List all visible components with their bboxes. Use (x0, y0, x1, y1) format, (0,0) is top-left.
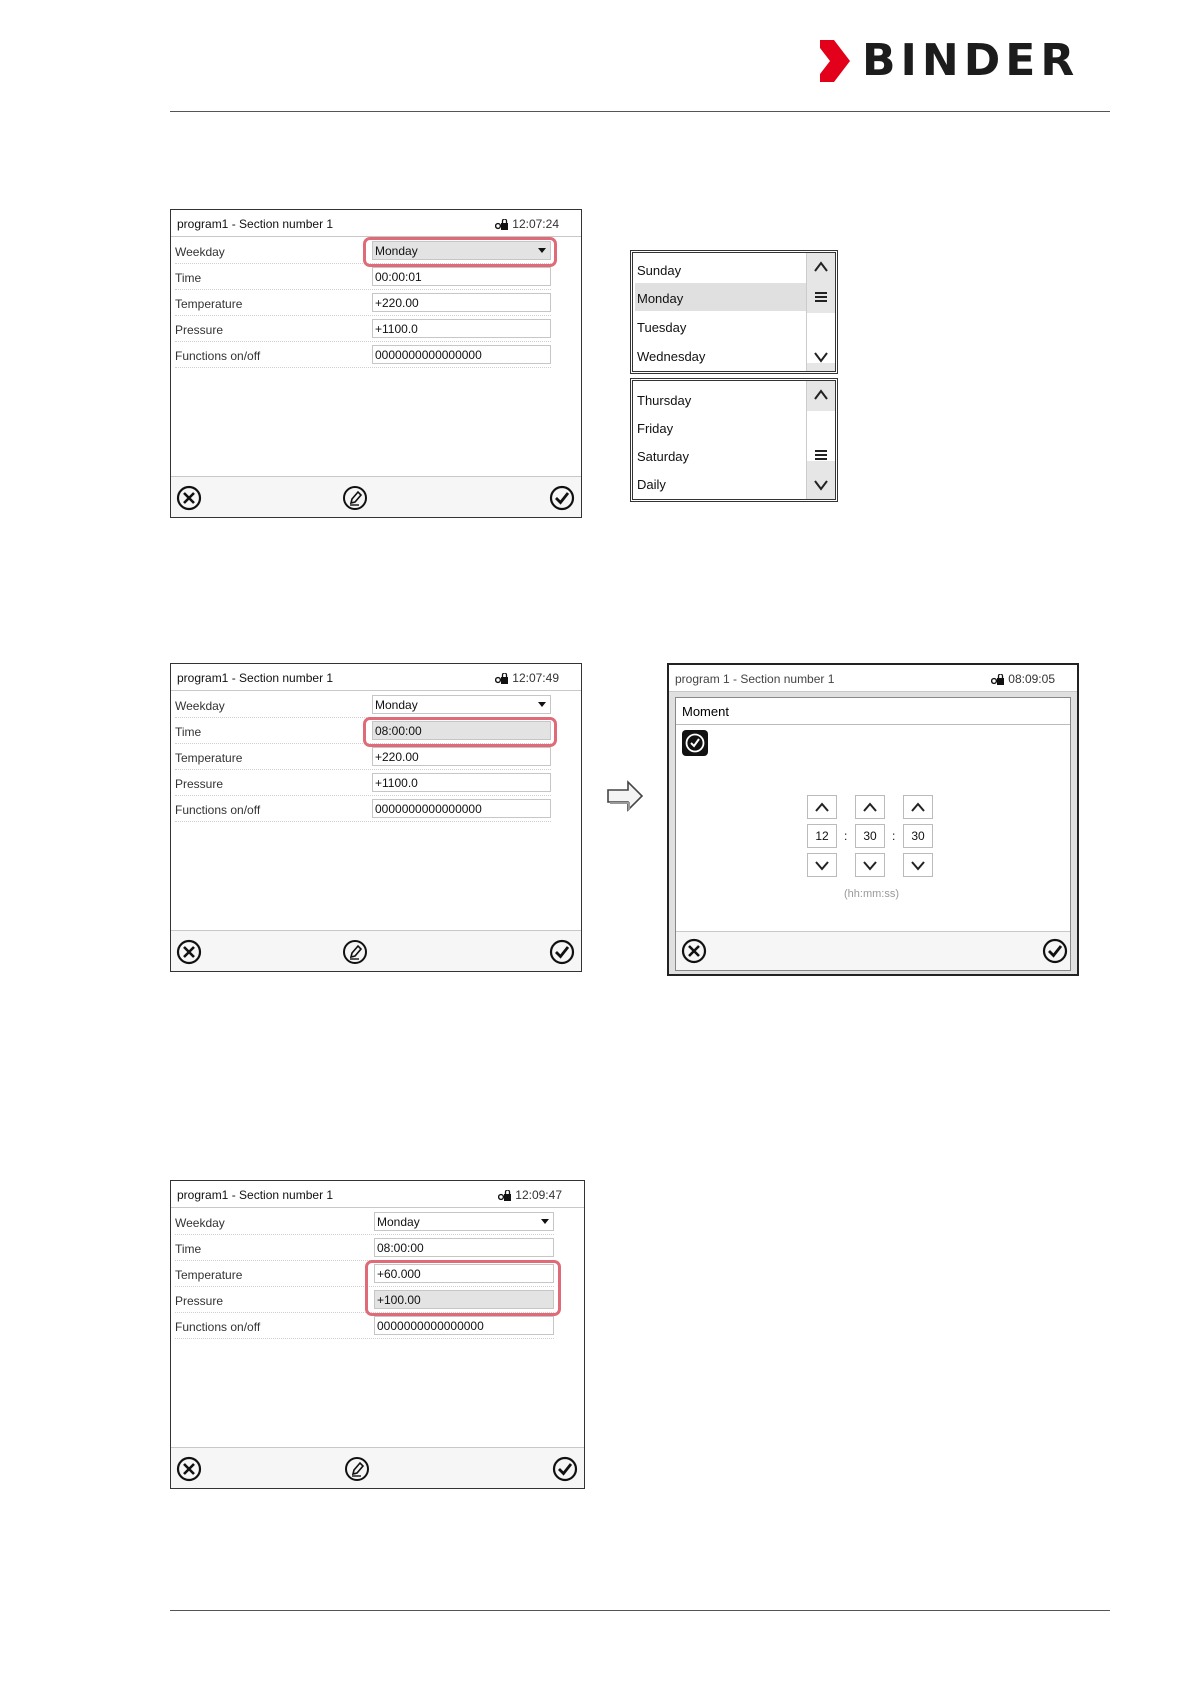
functions-row (175, 795, 551, 822)
chevron-down-icon (856, 854, 884, 876)
confirm-icon[interactable] (549, 485, 575, 511)
chevron-down-icon (904, 854, 932, 876)
minutes-up-button[interactable] (855, 795, 885, 819)
seconds-up-button[interactable] (903, 795, 933, 819)
minutes-field[interactable]: 30 (855, 824, 885, 848)
dialog-body (675, 697, 1071, 971)
moment-dialog (667, 663, 1079, 976)
list-scrollbar[interactable] (806, 381, 835, 499)
time-label: Time (175, 725, 202, 739)
panel-footer (171, 1447, 584, 1488)
dialog-header (669, 665, 1077, 692)
weekday-option[interactable]: Daily (637, 477, 666, 492)
weekday-option[interactable]: Sunday (637, 263, 682, 278)
time-row (175, 1234, 554, 1261)
clock-icon (682, 730, 708, 756)
cancel-icon[interactable] (176, 939, 202, 965)
functions-row (175, 1312, 554, 1339)
dialog-clock (991, 672, 1055, 686)
weekday-row (175, 1208, 554, 1235)
pressure-label: Pressure (175, 777, 224, 791)
time-row (175, 263, 551, 290)
chevron-up-icon (904, 796, 932, 818)
cancel-icon[interactable] (176, 1456, 202, 1482)
scroll-thumb-icon[interactable] (813, 289, 829, 305)
time-separator: : (892, 829, 896, 843)
time-format-hint: (hh:mm:ss) (844, 888, 899, 900)
dialog-heading-bar (676, 698, 1070, 725)
functions-label: Functions on/off (175, 803, 261, 817)
time-separator: : (844, 829, 848, 843)
edit-icon[interactable] (344, 1456, 370, 1482)
weekday-list-1 (630, 250, 838, 374)
dropdown-arrow-icon (538, 702, 546, 707)
pressure-row (175, 315, 551, 342)
panel-clock (495, 671, 559, 685)
pressure-field[interactable]: +100.00 (374, 1290, 554, 1309)
weekday-label: Weekday (175, 1216, 225, 1230)
weekday-dropdown[interactable] (372, 695, 551, 714)
scroll-thumb-icon[interactable] (813, 447, 829, 463)
pressure-field[interactable]: +1100.0 (372, 319, 551, 338)
functions-field[interactable]: 0000000000000000 (374, 1316, 554, 1335)
functions-field[interactable]: 0000000000000000 (372, 345, 551, 364)
pressure-label: Pressure (175, 323, 224, 337)
pressure-field[interactable]: +1100.0 (372, 773, 551, 792)
hours-up-button[interactable] (807, 795, 837, 819)
functions-label: Functions on/off (175, 1320, 261, 1334)
section-edit-panel-2 (170, 663, 582, 972)
dialog-title: program 1 - Section number 1 (675, 672, 835, 686)
weekday-option[interactable]: Thursday (637, 393, 692, 408)
panel-clock (495, 217, 559, 231)
time-label: Time (175, 1242, 202, 1256)
chevron-up-icon (808, 796, 836, 818)
chevron-down-icon (808, 854, 836, 876)
dialog-heading: Moment (682, 704, 729, 719)
weekday-value: Monday (377, 1215, 420, 1229)
cancel-icon[interactable] (176, 485, 202, 511)
highlight-frame (363, 717, 557, 747)
panel-header (171, 1181, 584, 1208)
key-lock-icon (991, 674, 1005, 685)
right-arrow-icon (606, 780, 644, 812)
minutes-down-button[interactable] (855, 853, 885, 877)
list-scrollbar[interactable] (806, 253, 835, 371)
binder-logo (820, 36, 1079, 86)
temperature-label: Temperature (175, 297, 243, 311)
panel-clock (498, 1188, 562, 1202)
weekday-value: Monday (375, 698, 418, 712)
panel-title: program1 - Section number 1 (177, 217, 334, 231)
weekday-list-2 (630, 378, 838, 502)
clock-time: 12:07:24 (512, 217, 559, 231)
pressure-row (175, 769, 551, 796)
seconds-field[interactable]: 30 (903, 824, 933, 848)
weekday-option[interactable]: Saturday (637, 449, 690, 464)
panel-header (171, 210, 581, 237)
scroll-down-icon[interactable] (813, 477, 829, 493)
weekday-option-selected[interactable]: Monday (635, 283, 809, 311)
binder-logo-text: BINDER (862, 35, 1080, 86)
functions-row (175, 341, 551, 368)
edit-icon[interactable] (342, 485, 368, 511)
functions-field[interactable]: 0000000000000000 (372, 799, 551, 818)
confirm-icon[interactable] (1042, 938, 1068, 964)
header-rule (170, 111, 1110, 112)
scroll-up-icon[interactable] (813, 259, 829, 275)
time-field[interactable]: 08:00:00 (374, 1238, 554, 1257)
temperature-row (175, 289, 551, 316)
confirm-icon[interactable] (549, 939, 575, 965)
time-field[interactable]: 08:00:00 (372, 721, 551, 740)
highlight-frame (363, 237, 557, 267)
dropdown-arrow-icon (541, 1219, 549, 1224)
temperature-field[interactable]: +220.00 (372, 293, 551, 312)
section-edit-panel-1 (170, 209, 582, 518)
weekday-value: Monday (375, 244, 418, 258)
panel-title: program1 - Section number 1 (177, 1188, 334, 1202)
scroll-up-icon[interactable] (813, 387, 829, 403)
weekday-label: Weekday (175, 245, 225, 259)
binder-logo-mark-icon (820, 40, 852, 82)
clock-time: 12:07:49 (512, 671, 559, 685)
functions-label: Functions on/off (175, 349, 261, 363)
weekday-row (175, 691, 551, 718)
temperature-field[interactable]: +60.000 (374, 1264, 554, 1283)
weekday-option[interactable]: Friday (637, 421, 674, 436)
weekday-option[interactable]: Wednesday (637, 349, 706, 364)
confirm-icon[interactable] (552, 1456, 578, 1482)
hours-field[interactable]: 12 (807, 824, 837, 848)
chevron-up-icon (856, 796, 884, 818)
highlight-frame (365, 1260, 561, 1316)
scroll-down-icon[interactable] (813, 349, 829, 365)
time-label: Time (175, 271, 202, 285)
hours-down-button[interactable] (807, 853, 837, 877)
seconds-down-button[interactable] (903, 853, 933, 877)
weekday-dropdown[interactable] (374, 1212, 554, 1231)
temperature-field[interactable]: +220.00 (372, 747, 551, 766)
key-lock-icon (495, 219, 509, 230)
key-lock-icon (495, 673, 509, 684)
cancel-icon[interactable] (681, 938, 707, 964)
temperature-label: Temperature (175, 751, 243, 765)
clock-time: 08:09:05 (1008, 672, 1055, 686)
dialog-footer (676, 931, 1070, 970)
panel-footer (171, 476, 581, 517)
panel-footer (171, 930, 581, 971)
edit-icon[interactable] (342, 939, 368, 965)
clock-time: 12:09:47 (515, 1188, 562, 1202)
footer-rule (170, 1610, 1110, 1611)
section-edit-panel-3 (170, 1180, 585, 1489)
pressure-label: Pressure (175, 1294, 224, 1308)
weekday-option[interactable]: Tuesday (637, 320, 687, 335)
key-lock-icon (498, 1190, 512, 1201)
temperature-row (175, 743, 551, 770)
temperature-label: Temperature (175, 1268, 243, 1282)
time-field[interactable]: 00:00:01 (372, 267, 551, 286)
panel-header (171, 664, 581, 691)
weekday-label: Weekday (175, 699, 225, 713)
panel-title: program1 - Section number 1 (177, 671, 334, 685)
